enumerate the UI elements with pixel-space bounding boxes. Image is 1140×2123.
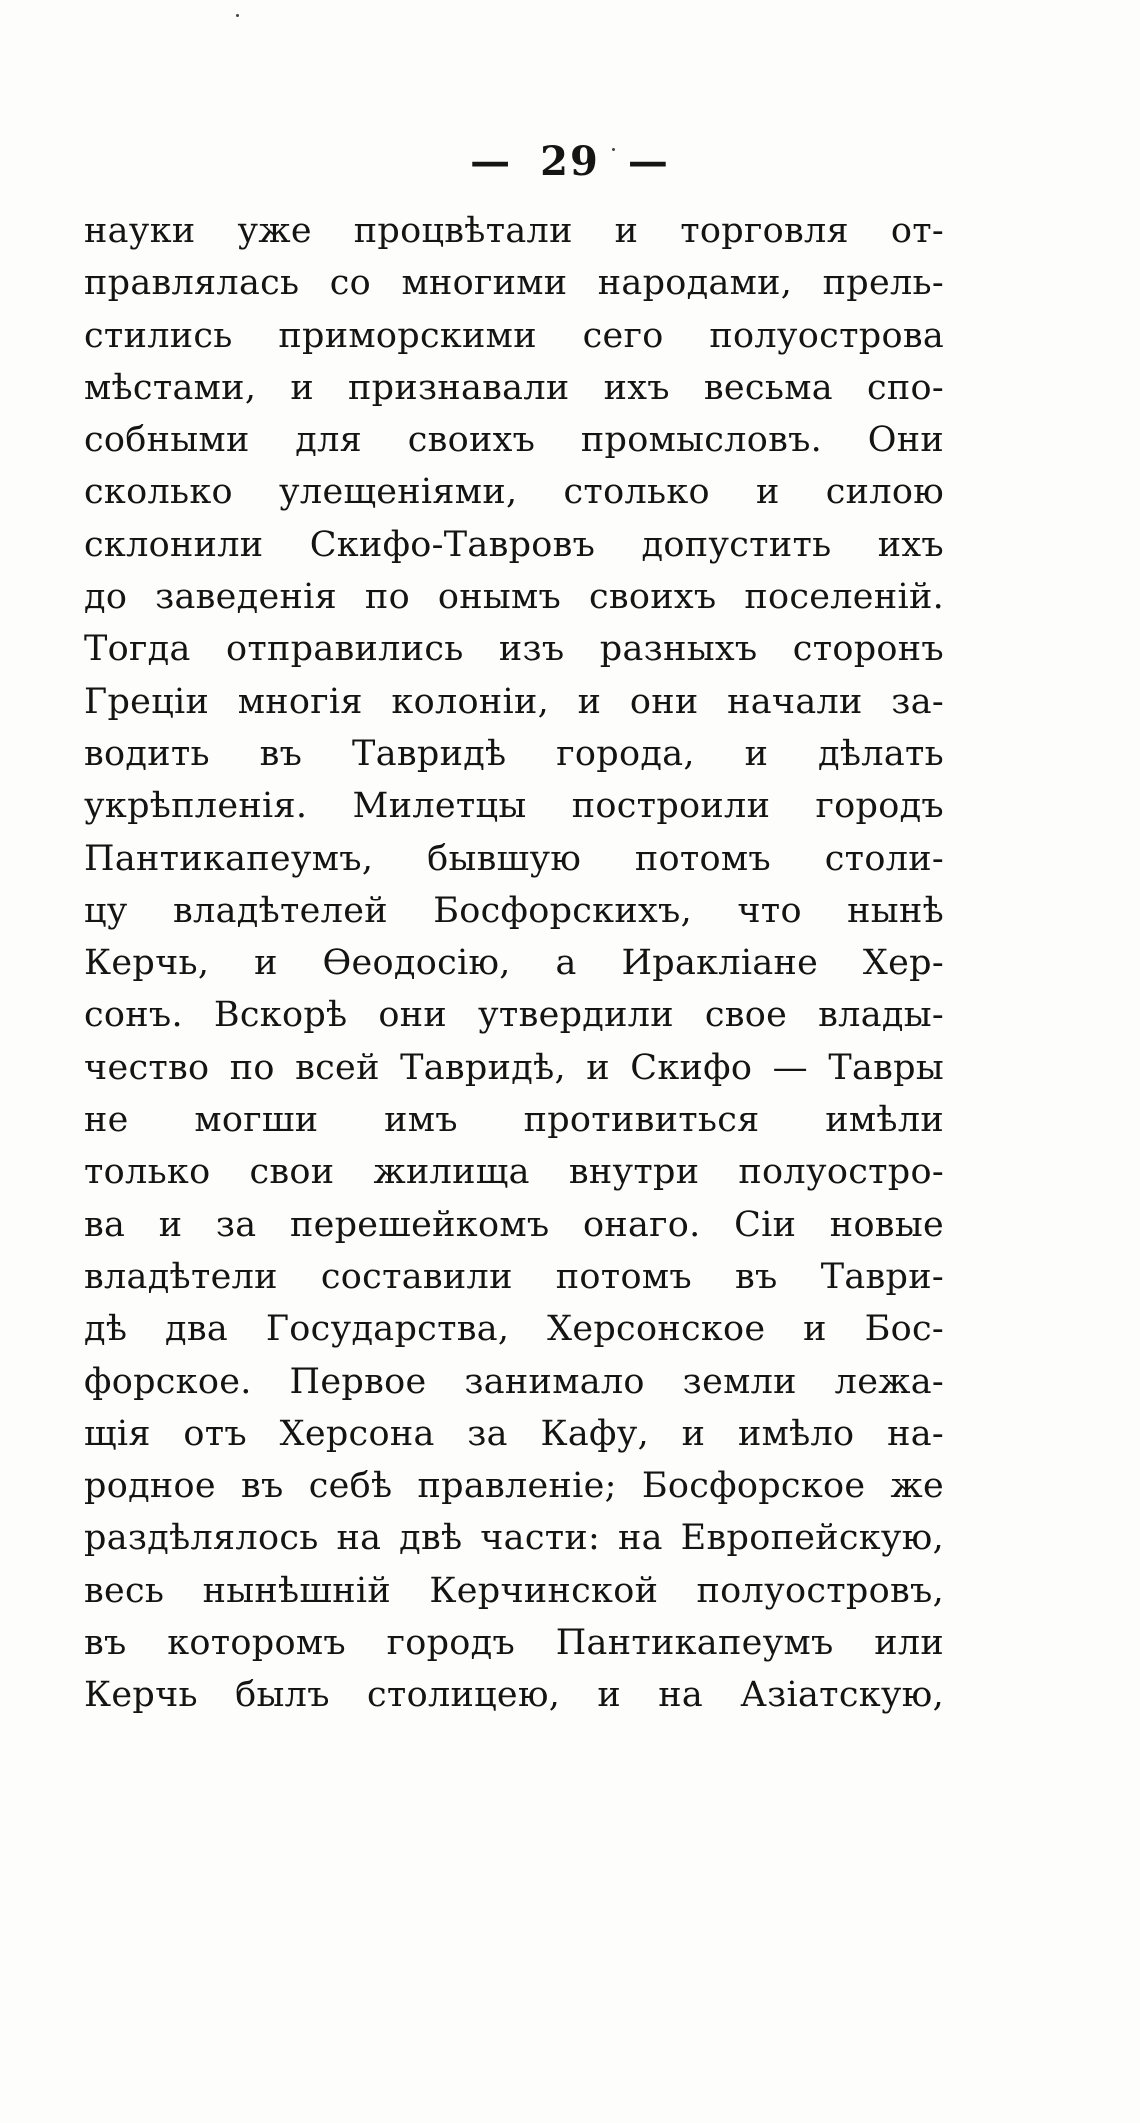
page-number-header	[0, 138, 1140, 185]
text-line: Тогда отправились изъ разныхъ сторонъ	[84, 629, 944, 670]
text-line: Керчь, и Ѳеодосiю, а Иракліане Хер-	[84, 943, 944, 984]
text-line: не могши имъ противиться имѣли	[84, 1100, 944, 1141]
text-line: Грецiи многiя колонiи, и они начали за-	[84, 681, 944, 722]
text-line: родное въ себѣ правленiе; Босфорское же	[84, 1466, 944, 1507]
page-number-dash-left: —	[470, 138, 513, 185]
text-line: укрѣпленiя. Милетцы построили городъ	[84, 786, 944, 827]
text-line: владѣтели составили потомъ въ Таври-	[84, 1256, 944, 1297]
text-line: сколько улещенiями, столько и силою	[84, 472, 944, 513]
page-number: 29	[540, 138, 600, 185]
text-line: науки уже процвѣтали и торговля от-	[84, 211, 944, 251]
text-line: собными для своихъ промысловъ. Они	[84, 420, 944, 461]
text-line: раздѣлялось на двѣ части: на Европейскую,	[84, 1518, 944, 1559]
text-line: весь нынѣшнiй Керчинской полуостровъ,	[84, 1570, 944, 1611]
text-line: форское. Первое занимало земли лежа-	[84, 1361, 944, 1402]
text-line: водить въ Тавридѣ города, и дѣлать	[84, 733, 944, 774]
print-speck	[612, 148, 615, 151]
text-line: мѣстами, и признавали ихъ весьма спо-	[84, 367, 944, 408]
text-line: дѣ два Государства, Херсонское и Бос-	[84, 1309, 944, 1350]
text-line: щiя отъ Херсона за Кафу, и имѣло на-	[84, 1413, 944, 1454]
print-speck	[236, 14, 239, 17]
text-line: склонили Скифо-Тавровъ допустить ихъ	[84, 524, 944, 565]
text-line: Пантикапеумъ, бывшую потомъ столи-	[84, 838, 944, 879]
text-line: только свои жилища внутри полуостро-	[84, 1152, 944, 1193]
text-line: до заведенiя по онымъ своихъ поселенiй.	[84, 577, 944, 618]
page-body-text	[84, 205, 944, 1722]
text-line: стились приморскими сего полуострова	[84, 315, 944, 356]
text-line: въ которомъ городъ Пантикапеумъ или	[84, 1623, 944, 1664]
page-number-dash-right: —	[627, 138, 670, 185]
text-line: Керчь былъ столицею, и на Азiатскую,	[84, 1675, 944, 1716]
text-line: сонъ. Вскорѣ они утвердили свое влады-	[84, 995, 944, 1036]
text-line: чество по всей Тавридѣ, и Скифо — Тавры	[84, 1047, 944, 1088]
text-line: ва и за перешейкомъ онаго. Сiи новые	[84, 1204, 944, 1245]
text-line: правлялась со многими народами, прель-	[84, 263, 944, 304]
text-line: цу владѣтелей Босфорскихъ, что нынѣ	[84, 890, 944, 931]
